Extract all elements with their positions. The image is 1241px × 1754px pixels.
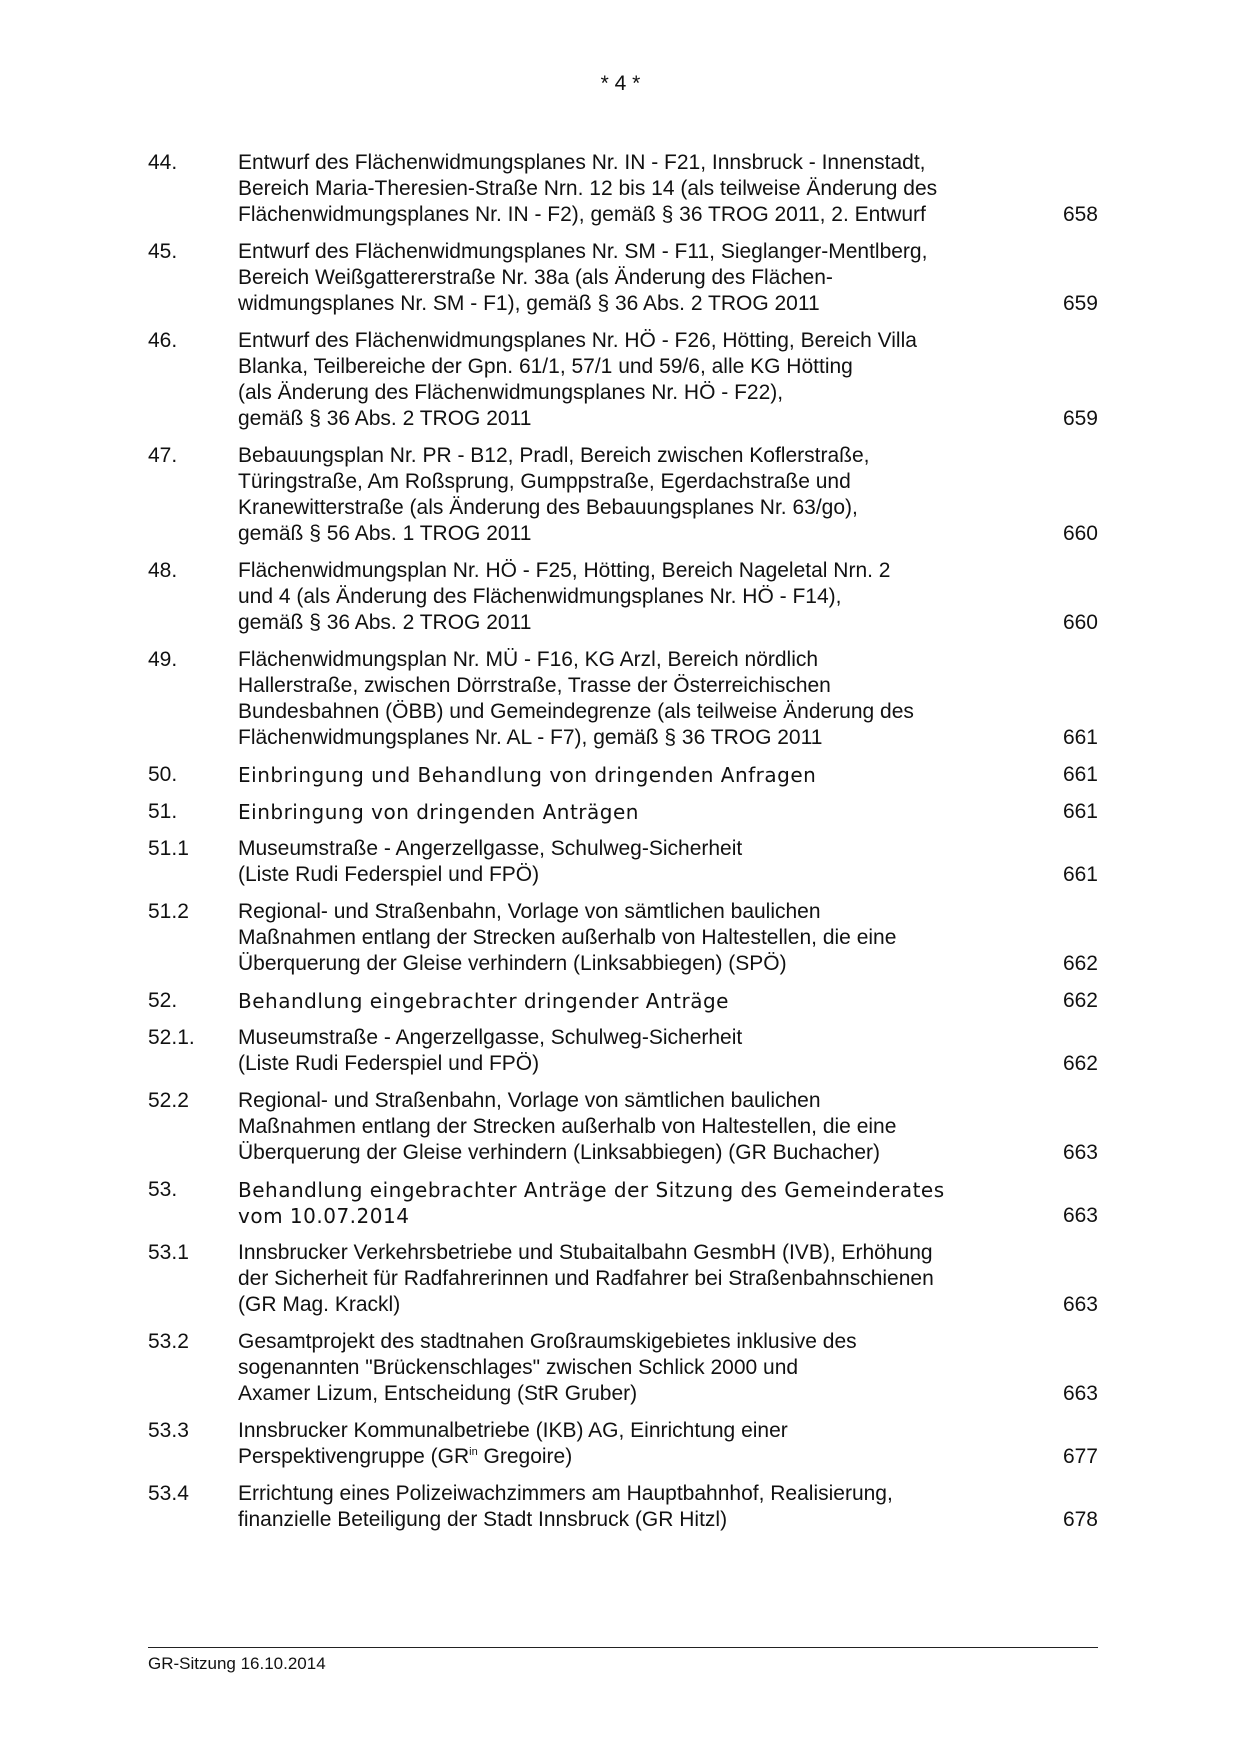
- toc-entry: [148, 762, 1098, 788]
- toc-entry-line: Flächenwidmungsplan Nr. HÖ - F25, Hötting, Bereich Nageletal Nrn. 2: [238, 559, 891, 582]
- toc-entry-page: 662: [1062, 952, 1098, 975]
- toc-entry-line: Flächenwidmungsplanes Nr. IN - F2), gemäß § 36 TROG 2011, 2. Entwurf: [238, 203, 926, 226]
- toc-entry-title: [238, 1240, 1048, 1318]
- toc-entry-title: [238, 647, 1048, 751]
- toc-entry-line: gemäß § 36 Abs. 2 TROG 2011: [238, 407, 532, 430]
- toc-entry-number: 53.2: [148, 1330, 189, 1353]
- toc-entry: [148, 1481, 1098, 1533]
- toc-entry-page: 660: [1062, 522, 1098, 545]
- toc-entry-line: widmungsplanes Nr. SM - F1), gemäß § 36 Abs. 2 TROG 2011: [238, 292, 820, 315]
- page-number: * 4 *: [600, 72, 641, 95]
- toc-entry-line: Bereich Weißgattererstraße Nr. 38a (als Änderung des Flächen-: [238, 266, 833, 289]
- toc-entry-line: Regional- und Straßenbahn, Vorlage von sämtlichen baulichen: [238, 1089, 821, 1112]
- toc-entry-line: finanzielle Beteiligung der Stadt Innsbruck (GR Hitzl): [238, 1508, 728, 1531]
- toc-entry-title: [238, 328, 1048, 432]
- toc-entry-line: Behandlung eingebrachter Anträge der Sitzung des Gemeinderates: [238, 1178, 945, 1202]
- toc-entry-line: Bereich Maria-Theresien-Straße Nrn. 12 bis 14 (als teilweise Änderung des: [238, 177, 938, 200]
- table-of-contents: [148, 150, 1098, 1544]
- toc-entry-page: 659: [1062, 292, 1098, 315]
- toc-entry-line: (als Änderung des Flächenwidmungsplanes Nr. HÖ - F22),: [238, 381, 784, 404]
- toc-entry-line: Flächenwidmungsplan Nr. MÜ - F16, KG Arzl, Bereich nördlich: [238, 648, 819, 671]
- toc-entry-line: Innsbrucker Kommunalbetriebe (IKB) AG, Einrichtung einer: [238, 1419, 788, 1442]
- toc-entry-line: vom 10.07.2014: [238, 1204, 410, 1228]
- toc-entry: [148, 150, 1098, 228]
- superscript-in: in: [469, 1446, 478, 1458]
- toc-entry-number: 46.: [148, 329, 178, 352]
- toc-entry: [148, 1240, 1098, 1318]
- toc-entry-line: (GR Mag. Krackl): [238, 1293, 401, 1316]
- toc-entry-title: [238, 1329, 1048, 1407]
- toc-entry-line: gemäß § 36 Abs. 2 TROG 2011: [238, 611, 532, 634]
- toc-entry-line: Regional- und Straßenbahn, Vorlage von sämtlichen baulichen: [238, 900, 821, 923]
- toc-entry-number: 51.: [148, 800, 178, 823]
- toc-entry: [148, 239, 1098, 317]
- toc-entry-number: 50.: [148, 763, 178, 786]
- toc-entry-page: 661: [1062, 863, 1098, 886]
- toc-entry-page: 677: [1062, 1445, 1098, 1468]
- toc-entry-page: 660: [1062, 611, 1098, 634]
- toc-entry-number: 44.: [148, 151, 178, 174]
- toc-entry-number: 53.4: [148, 1482, 189, 1505]
- toc-entry-page: 659: [1062, 407, 1098, 430]
- toc-entry-page: 663: [1062, 1141, 1098, 1164]
- toc-entry: [148, 988, 1098, 1014]
- toc-entry-line: Behandlung eingebrachter dringender Anträge: [238, 989, 729, 1013]
- toc-entry-line: Überquerung der Gleise verhindern (Linksabbiegen) (GR Buchacher): [238, 1141, 881, 1164]
- toc-entry-number: 53.: [148, 1178, 178, 1201]
- toc-entry-title: [238, 558, 1048, 636]
- toc-entry: [148, 799, 1098, 825]
- toc-entry-line: Maßnahmen entlang der Strecken außerhalb von Haltestellen, die eine: [238, 926, 897, 949]
- toc-entry-line: Entwurf des Flächenwidmungsplanes Nr. SM - F11, Sieglanger-Mentlberg,: [238, 240, 928, 263]
- toc-entry-line: Einbringung von dringenden Anträgen: [238, 800, 639, 824]
- toc-entry-page: 663: [1062, 1293, 1098, 1316]
- toc-entry: [148, 899, 1098, 977]
- toc-entry-line: Türingstraße, Am Roßsprung, Gumppstraße, Egerdachstraße und: [238, 470, 851, 493]
- toc-entry-line: Axamer Lizum, Entscheidung (StR Gruber): [238, 1382, 638, 1405]
- toc-entry-number: 53.1: [148, 1241, 189, 1264]
- toc-entry-title: [238, 799, 1048, 825]
- toc-entry-line: Hallerstraße, zwischen Dörrstraße, Trasse der Österreichischen: [238, 674, 831, 697]
- toc-entry: [148, 1329, 1098, 1407]
- toc-entry: [148, 1088, 1098, 1166]
- toc-entry: [148, 1418, 1098, 1470]
- toc-entry-number: 47.: [148, 444, 178, 467]
- toc-entry-number: 51.2: [148, 900, 189, 923]
- toc-entry-line: Einbringung und Behandlung von dringenden Anfragen: [238, 763, 817, 787]
- toc-entry-line: Entwurf des Flächenwidmungsplanes Nr. HÖ - F26, Hötting, Bereich Villa: [238, 329, 917, 352]
- toc-entry: [148, 1177, 1098, 1229]
- toc-entry-number: 52.1.: [148, 1026, 195, 1049]
- toc-entry-line: Gesamtprojekt des stadtnahen Großraumskigebietes inklusive des: [238, 1330, 857, 1353]
- toc-entry-line: Innsbrucker Verkehrsbetriebe und Stubaitalbahn GesmbH (IVB), Erhöhung: [238, 1241, 933, 1264]
- toc-entry-line: Überquerung der Gleise verhindern (Linksabbiegen) (SPÖ): [238, 952, 787, 975]
- toc-entry-page: 678: [1062, 1508, 1098, 1531]
- toc-entry: [148, 328, 1098, 432]
- toc-entry-page: 661: [1062, 726, 1098, 749]
- toc-entry-number: 45.: [148, 240, 178, 263]
- toc-entry-line: Bebauungsplan Nr. PR - B12, Pradl, Bereich zwischen Koflerstraße,: [238, 444, 870, 467]
- toc-entry-line: sogenannten "Brückenschlages" zwischen Schlick 2000 und: [238, 1356, 799, 1379]
- toc-entry-line: [238, 1444, 1048, 1470]
- toc-entry-page: 661: [1062, 763, 1098, 786]
- toc-entry-line-part: Gregoire): [477, 1445, 573, 1468]
- toc-entry-line-part: Perspektivengruppe (GR: [238, 1445, 470, 1468]
- toc-entry-title: [238, 443, 1048, 547]
- toc-entry-title: [238, 836, 1048, 888]
- toc-entry-title: [238, 1481, 1048, 1533]
- toc-entry: [148, 443, 1098, 547]
- toc-entry-line: Kranewitterstraße (als Änderung des Bebauungsplanes Nr. 63/go),: [238, 496, 858, 519]
- toc-entry-title: [238, 1088, 1048, 1166]
- toc-entry-page: 661: [1062, 800, 1098, 823]
- toc-entry-line: Bundesbahnen (ÖBB) und Gemeindegrenze (als teilweise Änderung des: [238, 700, 914, 723]
- toc-entry-line: (Liste Rudi Federspiel und FPÖ): [238, 1052, 540, 1075]
- toc-entry-line: Blanka, Teilbereiche der Gpn. 61/1, 57/1 und 59/6, alle KG Hötting: [238, 355, 853, 378]
- toc-entry: [148, 836, 1098, 888]
- toc-entry-title: [238, 239, 1048, 317]
- toc-entry-page: 663: [1062, 1382, 1098, 1405]
- toc-entry-line: Museumstraße - Angerzellgasse, Schulweg-Sicherheit: [238, 1026, 743, 1049]
- toc-entry-title: [238, 988, 1048, 1014]
- toc-entry-line: und 4 (als Änderung des Flächenwidmungsplanes Nr. HÖ - F14),: [238, 585, 842, 608]
- toc-entry-page: 663: [1062, 1204, 1098, 1227]
- toc-entry-line: der Sicherheit für Radfahrerinnen und Radfahrer bei Straßenbahnschienen: [238, 1267, 934, 1290]
- toc-entry-title: [238, 762, 1048, 788]
- toc-entry-title: [238, 1025, 1048, 1077]
- toc-entry-page: 658: [1062, 203, 1098, 226]
- toc-entry-line: (Liste Rudi Federspiel und FPÖ): [238, 863, 540, 886]
- toc-entry-page: 662: [1062, 1052, 1098, 1075]
- toc-entry-title: [238, 1418, 1048, 1470]
- footer-session-date: GR-Sitzung 16.10.2014: [148, 1654, 326, 1673]
- toc-entry-title: [238, 150, 1048, 228]
- toc-entry-line: gemäß § 56 Abs. 1 TROG 2011: [238, 522, 532, 545]
- toc-entry-number: 48.: [148, 559, 178, 582]
- toc-entry-line: Errichtung eines Polizeiwachzimmers am Hauptbahnhof, Realisierung,: [238, 1482, 893, 1505]
- toc-entry-number: 52.2: [148, 1089, 189, 1112]
- toc-entry: [148, 647, 1098, 751]
- toc-entry-number: 51.1: [148, 837, 189, 860]
- toc-entry-number: 52.: [148, 989, 178, 1012]
- toc-entry-line: Flächenwidmungsplanes Nr. AL - F7), gemäß § 36 TROG 2011: [238, 726, 823, 749]
- toc-entry: [148, 1025, 1098, 1077]
- toc-entry-line: Museumstraße - Angerzellgasse, Schulweg-Sicherheit: [238, 837, 743, 860]
- toc-entry-title: [238, 1177, 1048, 1229]
- footer-divider: [148, 1647, 1098, 1648]
- toc-entry-number: 53.3: [148, 1419, 189, 1442]
- toc-entry-page: 662: [1062, 989, 1098, 1012]
- toc-entry-title: [238, 899, 1048, 977]
- toc-entry-number: 49.: [148, 648, 178, 671]
- toc-entry-line: Entwurf des Flächenwidmungsplanes Nr. IN - F21, Innsbruck - Innenstadt,: [238, 151, 926, 174]
- toc-entry: [148, 558, 1098, 636]
- toc-entry-line: Maßnahmen entlang der Strecken außerhalb von Haltestellen, die eine: [238, 1115, 897, 1138]
